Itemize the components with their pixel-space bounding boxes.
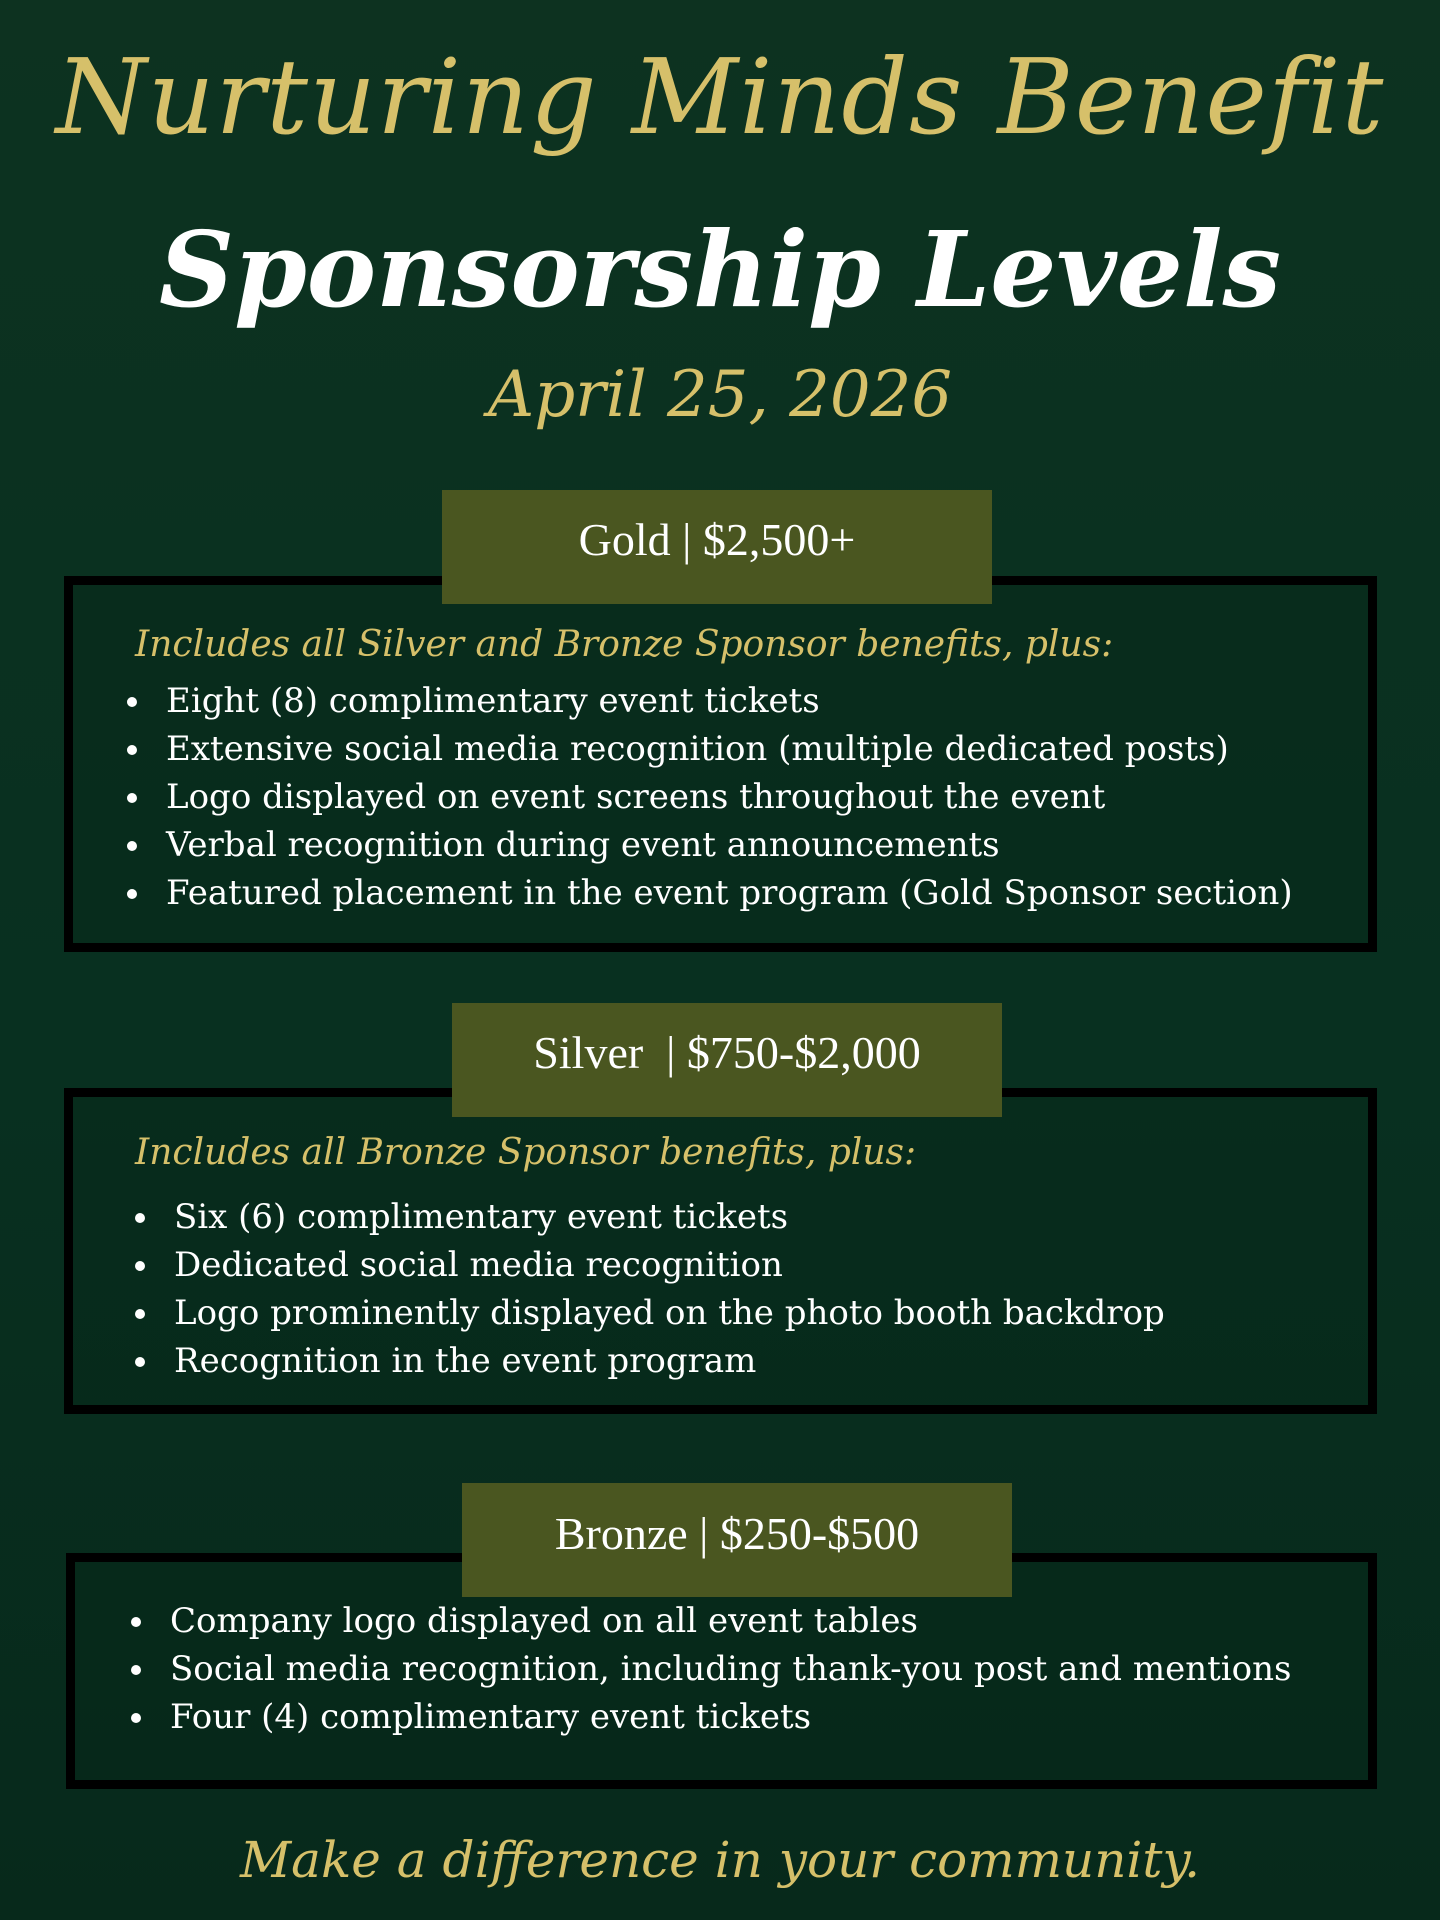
list-item: Dedicated social media recognition [128, 1241, 1165, 1289]
list-item: Recognition in the event program [128, 1337, 1165, 1385]
page-title: Sponsorship Levels [158, 208, 1282, 331]
silver-tier-label: Silver | $750-$2,000 [452, 1003, 1002, 1117]
list-item: Company logo displayed on all event tables [124, 1597, 1291, 1645]
list-item: Extensive social media recognition (multiple dedicated posts) [120, 725, 1293, 773]
list-item: Featured placement in the event program (Gold Sponsor section) [120, 869, 1293, 917]
event-date: April 25, 2026 [487, 358, 953, 432]
bronze-tier-label: Bronze | $250-$500 [462, 1483, 1012, 1597]
list-item: Six (6) complimentary event tickets [128, 1193, 1165, 1241]
gold-benefits-list [120, 677, 1293, 917]
gold-tier-intro: Includes all Silver and Bronze Sponsor benefits, plus: [135, 624, 1114, 665]
bronze-benefits-list [124, 1597, 1291, 1741]
list-item: Verbal recognition during event announcements [120, 821, 1293, 869]
silver-benefits-list [128, 1193, 1165, 1385]
list-item: Eight (8) complimentary event tickets [120, 677, 1293, 725]
list-item: Logo displayed on event screens throughout the event [120, 773, 1293, 821]
gold-tier-label: Gold | $2,500+ [442, 490, 992, 604]
list-item: Logo prominently displayed on the photo booth backdrop [128, 1289, 1165, 1337]
event-name: Nurturing Minds Benefit [55, 36, 1385, 158]
list-item: Social media recognition, including thank-you post and mentions [124, 1645, 1291, 1693]
silver-tier-intro: Includes all Bronze Sponsor benefits, plus: [135, 1132, 917, 1173]
footer-tagline: Make a difference in your community. [239, 1831, 1201, 1889]
list-item: Four (4) complimentary event tickets [124, 1693, 1291, 1741]
